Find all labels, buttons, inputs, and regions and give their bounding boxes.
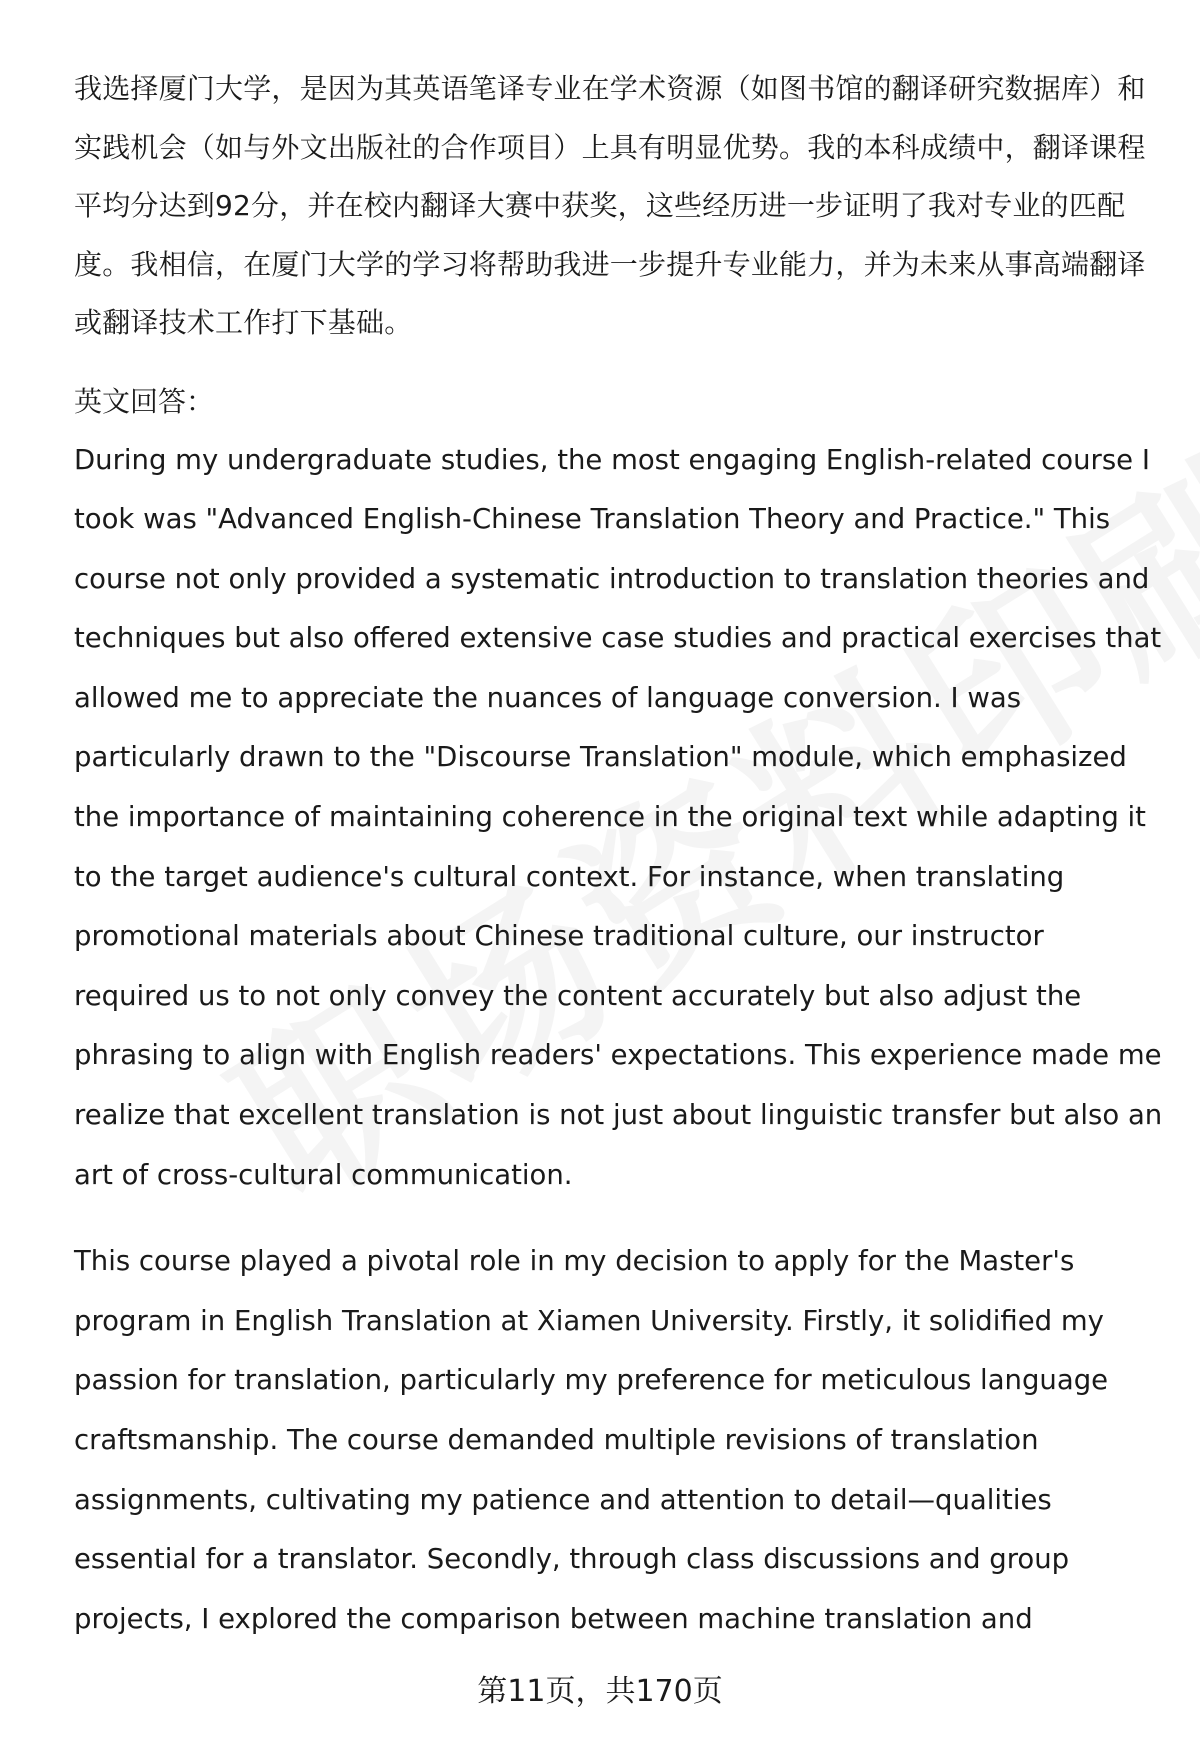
paragraph-spacer	[74, 1205, 1164, 1232]
english-paragraph-2: This course played a pivotal role in my decision to apply for the Master's program in English Translation at Xiamen University. Firstly, it solidified my passion for translation, particularly my preference for meticulous language craftsmanship. The course demanded multiple revisions of translation assignments, cultivating my patience and attention to detail—qualities essential for a translator. Secondly, through class discussions and group projects, I explored the comparison between machine translation and	[74, 1245, 1109, 1635]
chinese-paragraph: 我选择厦门大学，是因为其英语笔译专业在学术资源（如图书馆的翻译研究数据库）和实践机会（如与外文出版社的合作项目）上具有明显优势。我的本科成绩中，翻译课程平均分达到92分，并在校内翻译大赛中获奖，这些经历进一步证明了我对专业的匹配度。我相信，在厦门大学的学习将帮助我进一步提升专业能力，并为未来从事高端翻译或翻译技术工作打下基础。	[74, 72, 1146, 339]
paragraph-spacer	[74, 353, 1164, 373]
document-body	[74, 60, 1164, 1649]
english-answer-label: 英文回答：	[74, 384, 215, 418]
english-paragraph-1: During my undergraduate studies, the most engaging English-related course I took was "Advanced English-Chinese Translation Theory and Practice." This course not only provided a systematic introduction to translation theories and techniques but also offered extensive case studies and practical exercises that allowed me to appreciate the nuances of language conversion. I was particularly drawn to the "Discourse Translation" module, which emphasized the importance of maintaining coherence in the original text while adapting it to the target audience's cultural context. For instance, when translating promotional materials about Chinese traditional culture, our instructor required us to not only convey the content accurately but also adjust the phrasing to align with English readers' expectations. This experience made me realize that excellent translation is not just about linguistic transfer but also an art of cross-cultural communication.	[74, 443, 1163, 1191]
page-footer	[0, 1668, 1200, 1716]
page-indicator: 第11页，共170页	[477, 1674, 723, 1709]
